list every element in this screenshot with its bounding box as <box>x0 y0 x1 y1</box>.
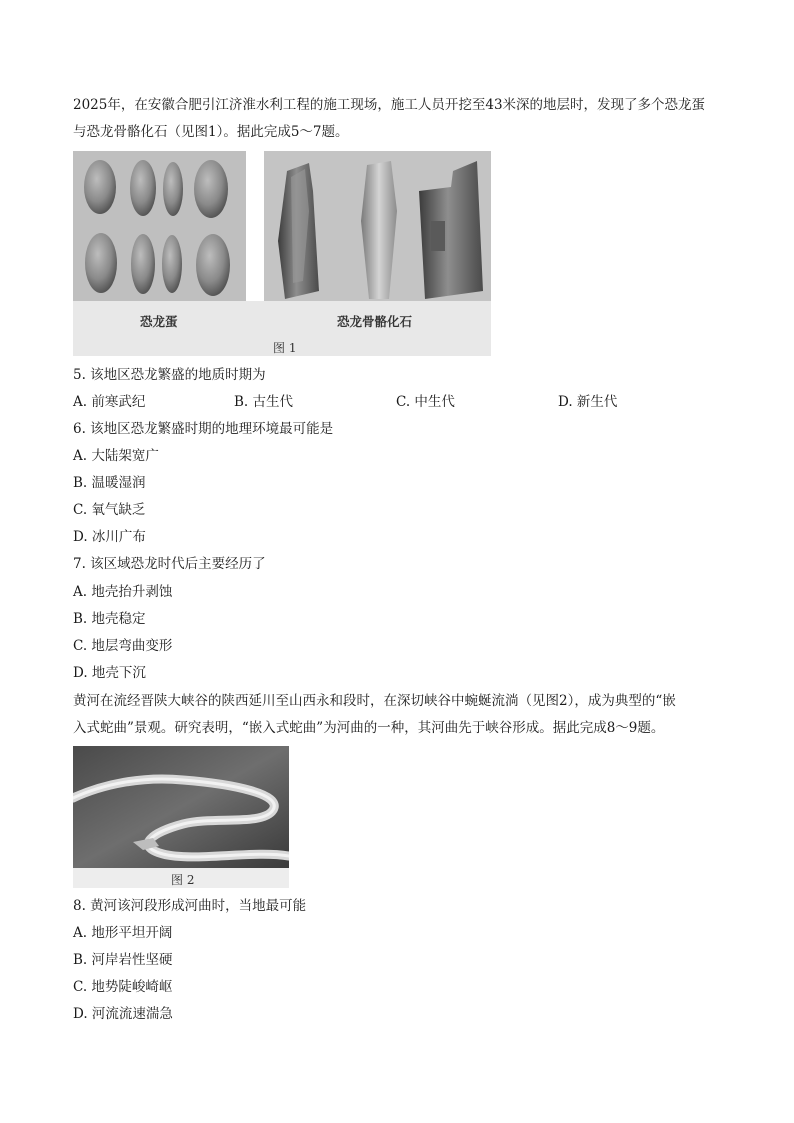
q5-option-c[interactable]: C. 中生代 <box>396 394 455 410</box>
q7-option-b[interactable]: B. 地壳稳定 <box>73 611 146 627</box>
passage2-line1: 黄河在流经晋陕大峡谷的陕西延川至山西永和段时，在深切峡谷中蜿蜒流淌（见图2），成为典型的“嵌 <box>73 693 676 709</box>
q5-options <box>73 393 723 411</box>
figure-1-image <box>73 151 491 356</box>
q7-option-c[interactable]: C. 地层弯曲变形 <box>73 638 173 654</box>
figure-2-label: 图 2 <box>171 873 195 887</box>
passage1-line2: 与恐龙骨骼化石（见图1）。据此完成5～7题。 <box>73 124 349 140</box>
figure-1-label: 图 1 <box>273 341 297 355</box>
q7-option-d[interactable]: D. 地壳下沉 <box>73 665 146 681</box>
figure-1 <box>73 151 491 356</box>
q5-stem: 5. 该地区恐龙繁盛的地质时期为 <box>73 367 266 383</box>
q6-option-a[interactable]: A. 大陆架宽广 <box>73 448 159 464</box>
q5-option-d[interactable]: D. 新生代 <box>558 394 618 410</box>
q8-stem: 8. 黄河该河段形成河曲时，当地最可能 <box>73 898 307 914</box>
q8-option-a[interactable]: A. 地形平坦开阔 <box>73 925 173 941</box>
q6-stem: 6. 该地区恐龙繁盛时期的地理环境最可能是 <box>73 421 334 437</box>
q8-option-d[interactable]: D. 河流流速湍急 <box>73 1006 173 1022</box>
q6-option-d[interactable]: D. 冰川广布 <box>73 529 146 545</box>
q7-option-a[interactable]: A. 地壳抬升剥蚀 <box>73 584 173 600</box>
q5-option-a[interactable]: A. 前寒武纪 <box>73 394 146 410</box>
passage2-line2: 入式蛇曲”景观。研究表明，“嵌入式蛇曲”为河曲的一种，其河曲先于峡谷形成。据此完成8～9题。 <box>73 720 665 736</box>
figure-2 <box>73 746 289 888</box>
passage1-line1: 2025年，在安徽合肥引江济淮水利工程的施工现场，施工人员开挖至43米深的地层时，发现了多个恐龙蛋 <box>73 97 706 113</box>
figure-2-image <box>73 746 289 888</box>
q8-option-b[interactable]: B. 河岸岩性坚硬 <box>73 952 173 968</box>
q7-stem: 7. 该区域恐龙时代后主要经历了 <box>73 556 266 572</box>
q6-option-b[interactable]: B. 温暖湿润 <box>73 475 146 491</box>
q5-option-b[interactable]: B. 古生代 <box>234 394 294 410</box>
q8-option-c[interactable]: C. 地势陡峻崎岖 <box>73 979 173 995</box>
figure-1-egg-caption: 恐龙蛋 <box>140 314 178 329</box>
q6-option-c[interactable]: C. 氧气缺乏 <box>73 502 146 518</box>
figure-1-bone-caption: 恐龙骨骼化石 <box>337 314 413 329</box>
